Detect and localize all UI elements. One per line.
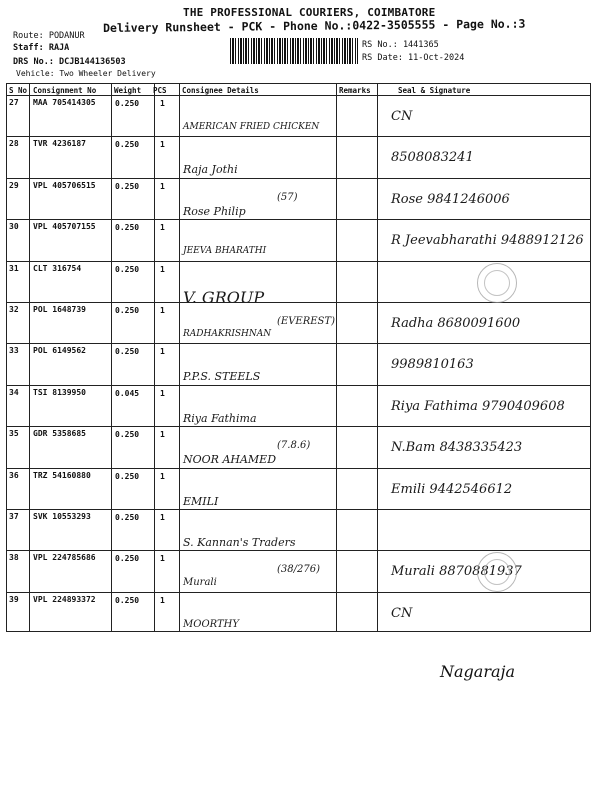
row-signature: Radha 8680091600 (391, 316, 521, 331)
row-consignee: Rose Philip (183, 204, 246, 218)
row-sno: 28 (9, 139, 19, 149)
footer-signature: Nagaraja (440, 662, 516, 681)
row-sno: 30 (9, 222, 19, 232)
row-sno: 33 (9, 346, 19, 356)
row-signature: 8508083241 (391, 150, 474, 166)
row-sno: 37 (9, 512, 19, 521)
row-sno: 32 (9, 305, 19, 314)
runsheet-header (0, 0, 600, 82)
row-weight: 0.250 (115, 264, 140, 274)
row-signature: Murali 8870881937 (391, 564, 522, 580)
row-consignee: S. Kannan's Traders (183, 536, 296, 549)
row-sno: 38 (9, 553, 19, 563)
row-weight: 0.250 (115, 99, 140, 108)
col-seal: Seal & Signature (398, 86, 471, 95)
row-signature: N.Bam 8438335423 (391, 440, 523, 456)
row-sno: 29 (9, 180, 19, 190)
row-consignment: MAA 705414305 (33, 98, 96, 107)
row-consignment: CLT 316754 (33, 263, 82, 273)
row-weight: 0.250 (115, 140, 140, 150)
row-pcs: 1 (160, 554, 165, 564)
rs-number: RS No.: 1441365 (362, 40, 439, 50)
row-weight: 0.250 (115, 554, 140, 564)
row-consignment: VPL 224893372 (33, 594, 96, 604)
row-pcs: 1 (160, 388, 165, 398)
row-consignment: VPL 405706515 (33, 180, 96, 190)
runsheet-title: Delivery Runsheet - PCK - Phone No.:0422-3505555 - Page No.:3 (103, 16, 526, 35)
row-consignment: VPL 405707155 (33, 222, 96, 232)
col-pcs: PCS (153, 86, 167, 95)
col-weight: Weight (114, 86, 142, 95)
staff-label: Staff: RAJA (13, 43, 70, 53)
row-consignment: TRZ 54160880 (33, 470, 91, 480)
row-signature: CN (391, 109, 413, 124)
row-note: (38/276) (277, 564, 320, 576)
col-consignee: Consignee Details (182, 86, 259, 95)
row-weight: 0.250 (115, 471, 140, 481)
row-sno: 34 (9, 387, 19, 397)
row-consignment: SVK 10553293 (33, 512, 91, 521)
row-consignee: AMERICAN FRIED CHICKEN (183, 122, 320, 132)
row-consignee: Murali (183, 577, 217, 589)
row-note: (57) (277, 191, 298, 203)
row-note: (EVEREST) (277, 316, 335, 327)
row-signature: Emili 9442546612 (391, 481, 513, 497)
col-remarks: Remarks (339, 86, 371, 95)
route-label: Route: PODANUR (13, 31, 85, 41)
row-pcs: 1 (160, 306, 165, 315)
courier-stamp (477, 552, 517, 592)
row-weight: 0.250 (115, 430, 140, 440)
row-weight: 0.250 (115, 181, 140, 191)
row-consignment: VPL 224785686 (33, 553, 96, 563)
col-consignment: Consignment No (33, 86, 97, 95)
row-sno: 31 (9, 263, 19, 273)
col-sno: S No (9, 86, 28, 95)
row-pcs: 1 (160, 347, 165, 357)
row-consignment: POL 6149562 (33, 346, 86, 356)
row-sno: 36 (9, 470, 19, 480)
row-sno: 39 (9, 594, 19, 604)
row-sno: 27 (9, 98, 19, 107)
row-consignee: Raja Jothi (183, 163, 238, 177)
row-consignment: TVR 4236187 (33, 139, 86, 149)
row-signature: Riya Fathima 9790409608 (391, 398, 565, 414)
barcode (230, 38, 358, 64)
row-consignment: GDR 5358685 (33, 429, 86, 439)
row-consignee: NOOR AHAMED (183, 453, 277, 467)
delivery-table (6, 83, 591, 632)
drs-number: DRS No.: DCJB144136503 (13, 57, 126, 67)
row-weight: 0.250 (115, 513, 140, 522)
company-name: THE PROFESSIONAL COURIERS, COIMBATORE (183, 6, 436, 19)
row-signature: Rose 9841246006 (391, 191, 510, 207)
row-signature: R Jeevabharathi 9488912126 (391, 233, 584, 249)
row-consignee: V. GROUP (183, 287, 265, 307)
courier-stamp (477, 263, 517, 303)
row-pcs: 1 (160, 513, 165, 522)
row-weight: 0.250 (115, 595, 140, 605)
row-pcs: 1 (160, 223, 165, 233)
row-consignee: P.P.S. STEELS (183, 370, 261, 384)
row-signature: CN (391, 605, 413, 621)
row-pcs: 1 (160, 430, 165, 440)
vehicle-label: Vehicle: Two Wheeler Delivery (16, 69, 156, 78)
row-pcs: 1 (160, 140, 165, 150)
row-weight: 0.250 (115, 347, 140, 357)
row-consignee: JEEVA BHARATHI (183, 246, 267, 257)
row-consignment: TSI 8139950 (33, 387, 86, 397)
row-consignee: Riya Fathima (183, 411, 257, 425)
row-signature: 9989810163 (391, 357, 474, 373)
row-weight: 0.045 (115, 388, 140, 398)
row-consignee: RADHAKRISHNAN (183, 329, 272, 339)
row-pcs: 1 (160, 181, 165, 191)
row-pcs: 1 (160, 471, 165, 481)
rs-date: RS Date: 11-Oct-2024 (362, 53, 465, 63)
row-consignment: POL 1648739 (33, 305, 86, 314)
row-pcs: 1 (160, 264, 165, 274)
row-weight: 0.250 (115, 223, 140, 233)
row-sno: 35 (9, 429, 19, 439)
row-note: (7.8.6) (277, 440, 311, 452)
row-weight: 0.250 (115, 306, 140, 315)
row-consignee: EMILI (183, 494, 219, 508)
row-pcs: 1 (160, 99, 165, 108)
row-pcs: 1 (160, 595, 165, 605)
row-consignee: MOORTHY (183, 618, 239, 630)
